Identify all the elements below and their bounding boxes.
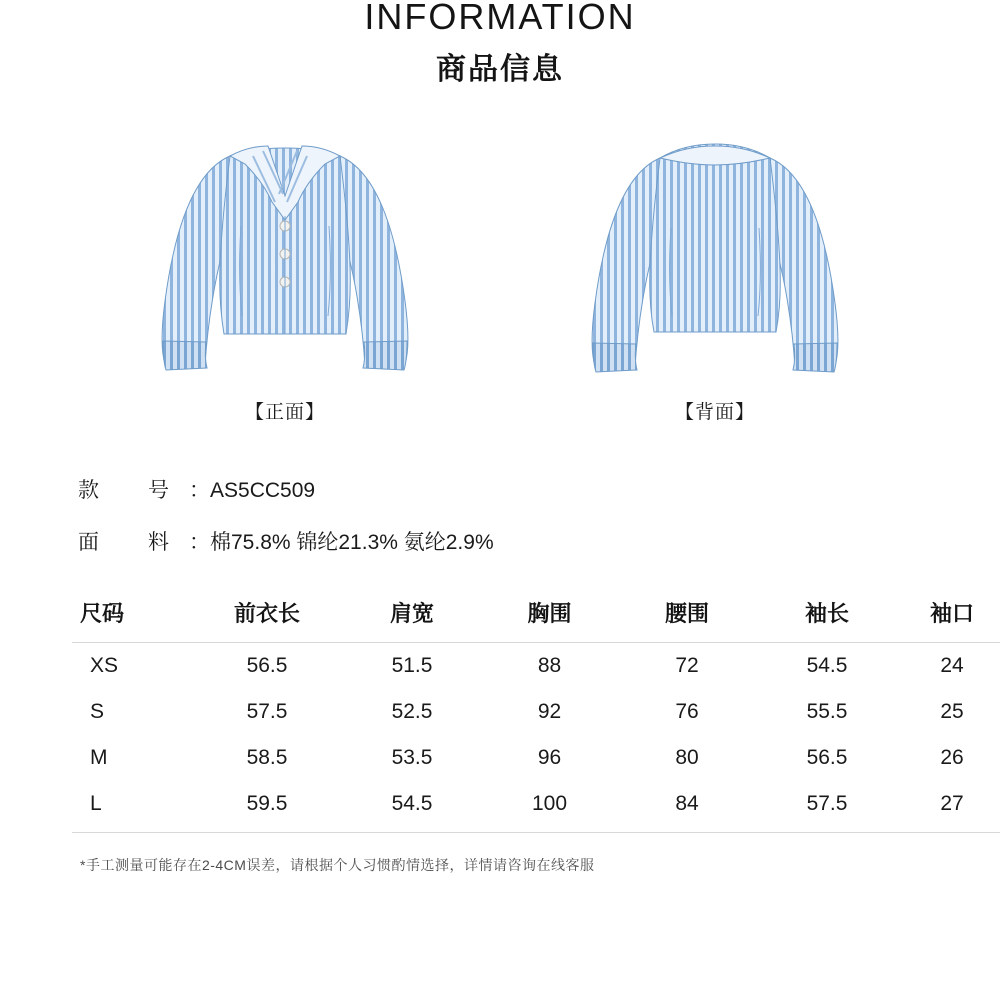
- shirt-front-image: [135, 116, 435, 381]
- cell-cuff: 26: [940, 746, 964, 769]
- cell-cuff: 24: [940, 654, 964, 677]
- product-image-row: [0, 116, 1000, 424]
- cell-sleeve-length: 54.5: [806, 654, 848, 677]
- product-front-caption: 【正面】: [244, 402, 325, 423]
- cell-bust: 92: [537, 700, 562, 723]
- cell-size: S: [90, 700, 105, 723]
- spec-value-style-number: AS5CC509: [210, 479, 316, 502]
- cell-front-length: 58.5: [246, 746, 288, 769]
- cell-bust: 100: [482, 781, 617, 833]
- spec-colon-fabric: ：: [189, 531, 210, 554]
- cell-waist: 76: [675, 700, 699, 723]
- table-header-row: [72, 596, 1000, 643]
- spec-label-style-number: [78, 474, 210, 504]
- spec-label-fabric: [78, 526, 210, 556]
- spec-label-text-style-number: 款 号: [78, 479, 183, 502]
- cell-cuff: 27: [897, 781, 1000, 833]
- shirt-back-illustration: [565, 116, 865, 381]
- spec-colon-style-number: ：: [189, 479, 210, 502]
- cell-shoulder: 54.5: [342, 781, 482, 833]
- spec-label-text-fabric: 面 料: [78, 531, 183, 554]
- cell-front-length: 57.5: [246, 700, 288, 723]
- size-chart: [0, 596, 1000, 833]
- table-header-bust: 胸围: [482, 596, 617, 643]
- cell-bust: 96: [537, 746, 562, 769]
- shirt-front-illustration: [135, 116, 435, 381]
- table-header-shoulder: 肩宽: [342, 596, 482, 643]
- cell-sleeve-length: 56.5: [806, 746, 848, 769]
- cell-waist: 80: [675, 746, 699, 769]
- cell-size: M: [90, 746, 108, 769]
- cell-front-length: 56.5: [246, 654, 288, 677]
- table-header-cuff: 袖口: [897, 596, 1000, 643]
- spec-value-fabric: 棉75.8% 锦纶21.3% 氨纶2.9%: [210, 531, 494, 554]
- table-row: [72, 781, 1000, 833]
- cell-cuff: 25: [940, 700, 964, 723]
- table-header-sleeve-length: 袖长: [757, 596, 897, 643]
- table-header-size: 尺码: [72, 596, 192, 643]
- spec-row-style-number: [78, 474, 1000, 504]
- cell-sleeve-length: 55.5: [806, 700, 848, 723]
- spec-list: [0, 474, 1000, 556]
- spec-row-fabric: [78, 526, 1000, 556]
- cell-waist: 84: [617, 781, 757, 833]
- product-back: [565, 116, 865, 424]
- cell-shoulder: 51.5: [391, 654, 433, 677]
- size-table: [72, 596, 1000, 833]
- cell-sleeve-length: 57.5: [757, 781, 897, 833]
- measurement-note: *手工测量可能存在2-4CM误差，请根据个人习惯酌情选择，详情请咨询在线客服: [80, 857, 595, 873]
- cell-size: L: [72, 781, 192, 833]
- table-row: [72, 735, 1000, 781]
- table-header-front-length: 前衣长: [192, 596, 342, 643]
- page-title-cn: 商品信息: [436, 53, 564, 86]
- cell-shoulder: 52.5: [391, 700, 433, 723]
- cell-waist: 72: [675, 654, 699, 677]
- cell-front-length: 59.5: [192, 781, 342, 833]
- cell-size: XS: [90, 654, 119, 677]
- cell-bust: 88: [537, 654, 562, 677]
- page-header: [0, 0, 1000, 88]
- product-front: [135, 116, 435, 424]
- product-back-caption: 【背面】: [674, 402, 755, 423]
- table-row: [72, 689, 1000, 735]
- table-row: [72, 643, 1000, 690]
- cell-shoulder: 53.5: [391, 746, 433, 769]
- table-header-waist: 腰围: [617, 596, 757, 643]
- shirt-back-image: [565, 116, 865, 381]
- page-title-en: INFORMATION: [364, 0, 636, 34]
